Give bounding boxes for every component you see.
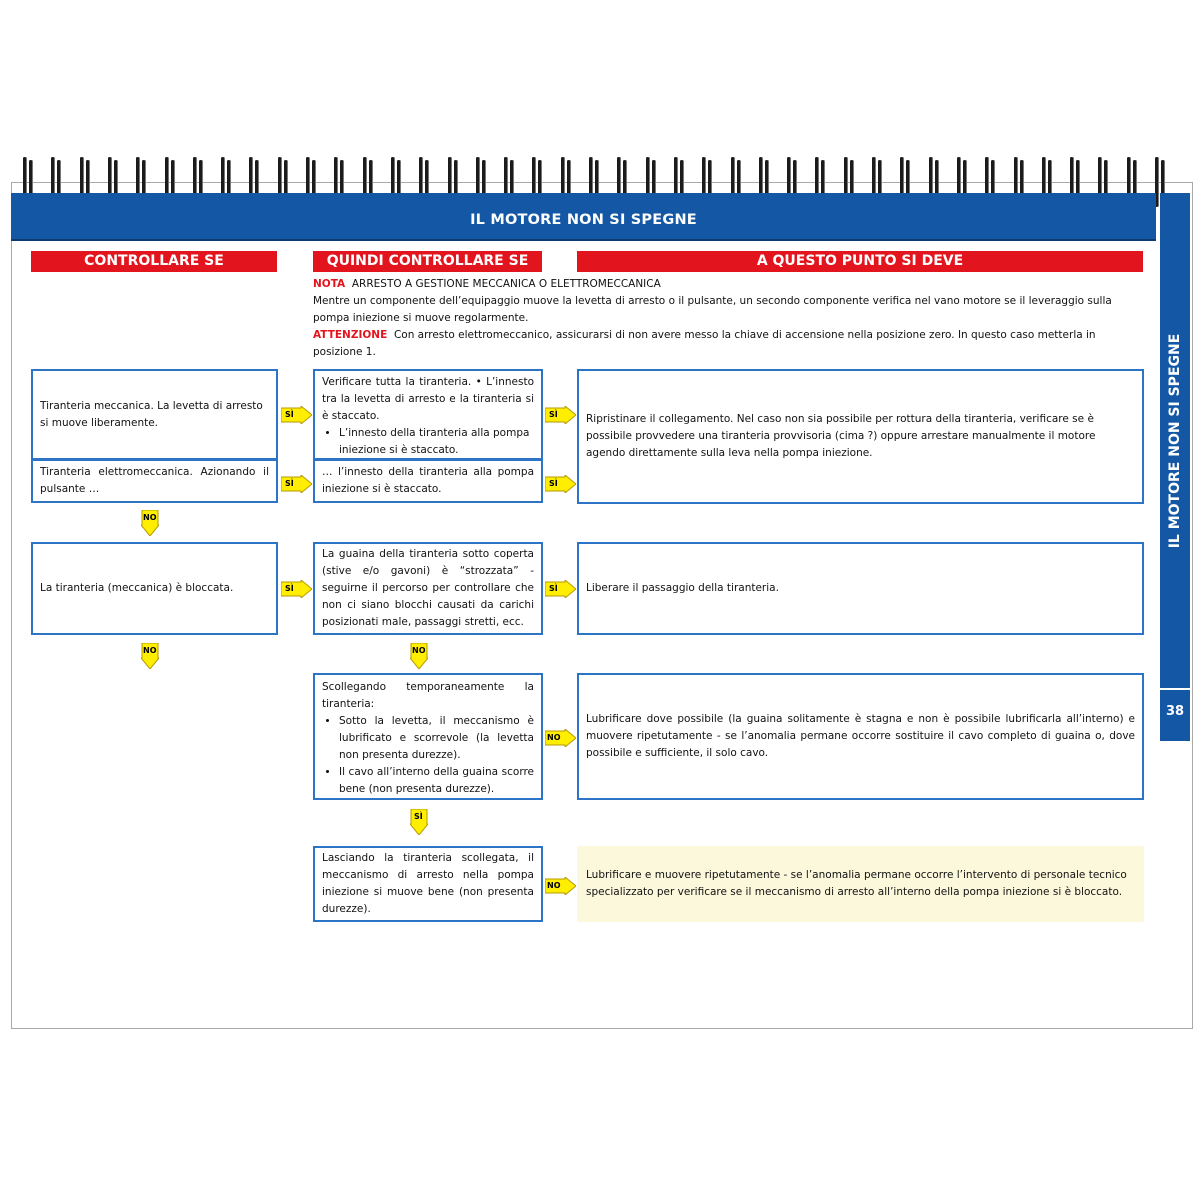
side-tab-label: IL MOTORE NON SI SPEGNE xyxy=(1167,333,1183,548)
yes-arrow-label-wrap xyxy=(545,580,576,598)
no-label: NO xyxy=(547,881,561,890)
column-header-action: A QUESTO PUNTO SI DEVE xyxy=(577,251,1143,272)
action-text: Lubrificare e muovere ripetutamente - se l’anomalia permane occorre l’intervento di personale tecnico specializzato per verificare se il meccanismo di arresto all’interno della pompa iniezione si è bloccato. xyxy=(586,869,1127,898)
attention-line xyxy=(313,327,1143,361)
then-check-box-pump-mechanism xyxy=(313,846,543,922)
no-arrow-label-wrap xyxy=(410,643,428,669)
yes-arrow-label-wrap xyxy=(281,475,312,493)
no-arrow-label-wrap xyxy=(141,643,159,669)
then-check-bullet: • Sotto la levetta, il meccanismo è lubrificato e scorrevole (la levetta non presenta durezze). xyxy=(339,713,534,764)
then-check-text: Lasciando la tiranteria scollegata, il meccanismo di arresto nella pompa iniezione si muove bene (non presenta durezze). xyxy=(322,852,534,915)
no-label: NO xyxy=(143,513,157,522)
yes-label: SÌ xyxy=(549,479,558,488)
then-check-bullet: • Il cavo all’interno della guaina scorre bene (non presenta durezze). xyxy=(339,764,534,798)
action-box-call-technician xyxy=(577,846,1144,922)
column-header-check: CONTROLLARE SE xyxy=(31,251,277,272)
page-number: 38 xyxy=(1165,704,1185,719)
note-heading: ARRESTO A GESTIONE MECCANICA O ELETTROMECCANICA xyxy=(351,278,661,290)
check-text: Tiranteria elettromeccanica. Azionando il pulsante … xyxy=(40,466,269,495)
check-box-mechanical-linkage xyxy=(31,369,278,460)
then-check-text: La guaina della tiranteria sotto coperta (stive e/o gavoni) è “strozzata” - seguirne il percorso per controllare che non ci siano blocchi causati da carichi posizionati male, passaggi stretti, ecc. xyxy=(322,548,534,628)
yes-label: SÌ xyxy=(549,410,558,419)
check-box-linkage-blocked xyxy=(31,542,278,635)
then-check-box-pump-coupling xyxy=(313,459,543,503)
yes-label: SÌ xyxy=(549,584,558,593)
no-label: NO xyxy=(547,733,561,742)
then-check-bullet: • L’innesto della tiranteria alla pompa iniezione si è staccato. xyxy=(339,425,534,459)
no-label: NO xyxy=(143,646,157,655)
check-text: La tiranteria (meccanica) è bloccata. xyxy=(40,582,234,594)
yes-label: SÌ xyxy=(285,584,294,593)
yes-label: SÌ xyxy=(285,479,294,488)
then-check-box-disconnect xyxy=(313,673,543,800)
check-box-electromechanical xyxy=(31,459,278,503)
then-check-text: Scollegando temporaneamente la tiranteria: xyxy=(322,681,534,710)
no-arrow-label-wrap xyxy=(545,729,576,747)
action-text: Lubrificare dove possibile (la guaina solitamente è stagna e non è possibile lubrificarla all’interno) e muovere ripetutamente - se l’anomalia permane occorre sostituire il cavo completo di guaina o, dove possibile e sufficiente, il solo cavo. xyxy=(586,713,1135,759)
yes-arrow-label-wrap xyxy=(410,809,428,835)
yes-arrow-label-wrap xyxy=(545,406,576,424)
action-text: Liberare il passaggio della tiranteria. xyxy=(586,582,779,594)
side-tab-label-wrap xyxy=(1160,193,1190,688)
no-arrow-label-wrap xyxy=(141,510,159,536)
yes-arrow-label-wrap xyxy=(281,580,312,598)
check-text: Tiranteria meccanica. La levetta di arresto si muove liberamente. xyxy=(40,399,263,429)
no-label: NO xyxy=(412,646,426,655)
yes-label: SÌ xyxy=(285,410,294,419)
then-check-box-sheath xyxy=(313,542,543,635)
note-text: Mentre un componente dell’equipaggio muove la levetta di arresto o il pulsante, un secondo componente verifica nel vano motore se il leveraggio sulla pompa iniezione si muove regolarmente. xyxy=(313,295,1112,324)
attention-text: Con arresto elettromeccanico, assicurarsi di non avere messo la chiave di accensione nella posizione zero. In questo caso metterla in posizione 1. xyxy=(313,329,1096,358)
page-title: IL MOTORE NON SI SPEGNE xyxy=(470,212,697,228)
column-header-then-check: QUINDI CONTROLLARE SE xyxy=(313,251,542,272)
note-label: NOTA xyxy=(313,278,346,290)
action-box-restore-link xyxy=(577,369,1144,504)
no-arrow-label-wrap xyxy=(545,877,576,895)
action-text: Ripristinare il collegamento. Nel caso non sia possibile per rottura della tiranteria, verificare se è possibile provvedere una tiranteria provvisoria (cima ?) oppure arrestare manualmente il motore agendo direttamente sulla leva nella pompa iniezione. xyxy=(586,413,1096,459)
action-box-free-passage xyxy=(577,542,1144,635)
action-box-lubricate-cable xyxy=(577,673,1144,800)
then-check-text: Verificare tutta la tiranteria. • L’innesto tra la levetta di arresto e la tiranteria si è staccato. xyxy=(322,376,534,422)
attention-label: ATTENZIONE xyxy=(313,329,388,341)
yes-label: SÌ xyxy=(414,812,423,821)
then-check-box-linkage xyxy=(313,369,543,460)
yes-arrow-label-wrap xyxy=(545,475,576,493)
yes-arrow-label-wrap xyxy=(281,406,312,424)
page-header xyxy=(11,193,1156,241)
then-check-text: … l’innesto della tiranteria alla pompa iniezione si è staccato. xyxy=(322,466,534,495)
side-tab-divider xyxy=(1160,688,1190,690)
note-line xyxy=(313,276,1143,293)
